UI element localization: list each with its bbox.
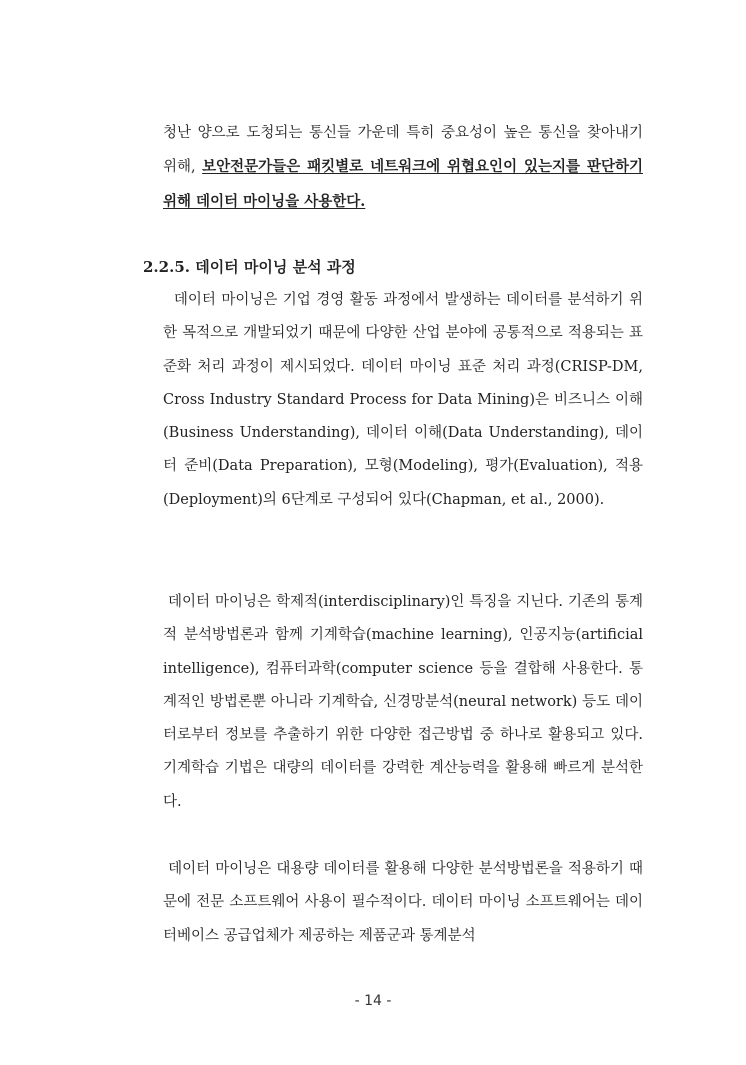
emphasized-text: 보안전문가들은 패킷별로 네트워크에 위협요인이 있는지를 판단하기 위해 데이터 마이닝을 사용한다.	[163, 158, 643, 210]
paragraph-text: 데이터 마이닝은 대용량 데이터를 활용해 다양한 분석방법론을 적용하기 때문에 전문 소프트웨어 사용이 필수적이다. 데이터 마이닝 소프트웨어는 데이터베이스 공급업체가 제공하는 제품군과 통계분석	[163, 861, 644, 944]
paragraph-crisp-dm	[163, 284, 643, 517]
paragraph-software	[163, 853, 643, 953]
paragraph-text: 청난 양으로 도청되는 통신들 가운데 특히 중요성이 높은 통신을 찾아내기 위해,	[163, 125, 643, 176]
page-number: - 14 -	[354, 993, 392, 1009]
paragraph-continued	[163, 117, 643, 219]
paragraph-text: 데이터 마이닝은 학제적(interdisciplinary)인 특징을 지닌다. 기존의 통계적 분석방법론과 함께 기계학습(machine learning), 인공지능(artificial intelligence), 컴퓨터과학(computer science 등을 결합해 사용한다. 통계적인 방법론뿐 아니라 기계학습, 신경망분석(neural network) 등도 데이터로부터 정보를 추출하기 위한 다양한 접근방법 중 하나로 활용되고 있다. 기계학습 기법은 대량의 데이터를 강력한 계산능력을 활용해 빠르게 분석한다.	[163, 594, 644, 810]
section-heading: 2.2.5. 데이터 마이닝 분석 과정	[143, 258, 356, 276]
paragraph-interdisciplinary	[163, 586, 643, 819]
paragraph-text: 데이터 마이닝은 기업 경영 활동 과정에서 발생하는 데이터를 분석하기 위한 목적으로 개발되었기 때문에 다양한 산업 분야에 공통적으로 적용되는 표준화 처리 과정이 제시되었다. 데이터 마이닝 표준 처리 과정(CRISP-DM, Cross Industry Standard Process for Data Mining)은 비즈니스 이해(Business Understanding), 데이터 이해(Data Understanding), 데이터 준비(Data Preparation), 모형(Modeling), 평가(Evaluation), 적용(Deployment)의 6단계로 구성되어 있다(Chapman, et al., 2000).	[163, 292, 643, 508]
